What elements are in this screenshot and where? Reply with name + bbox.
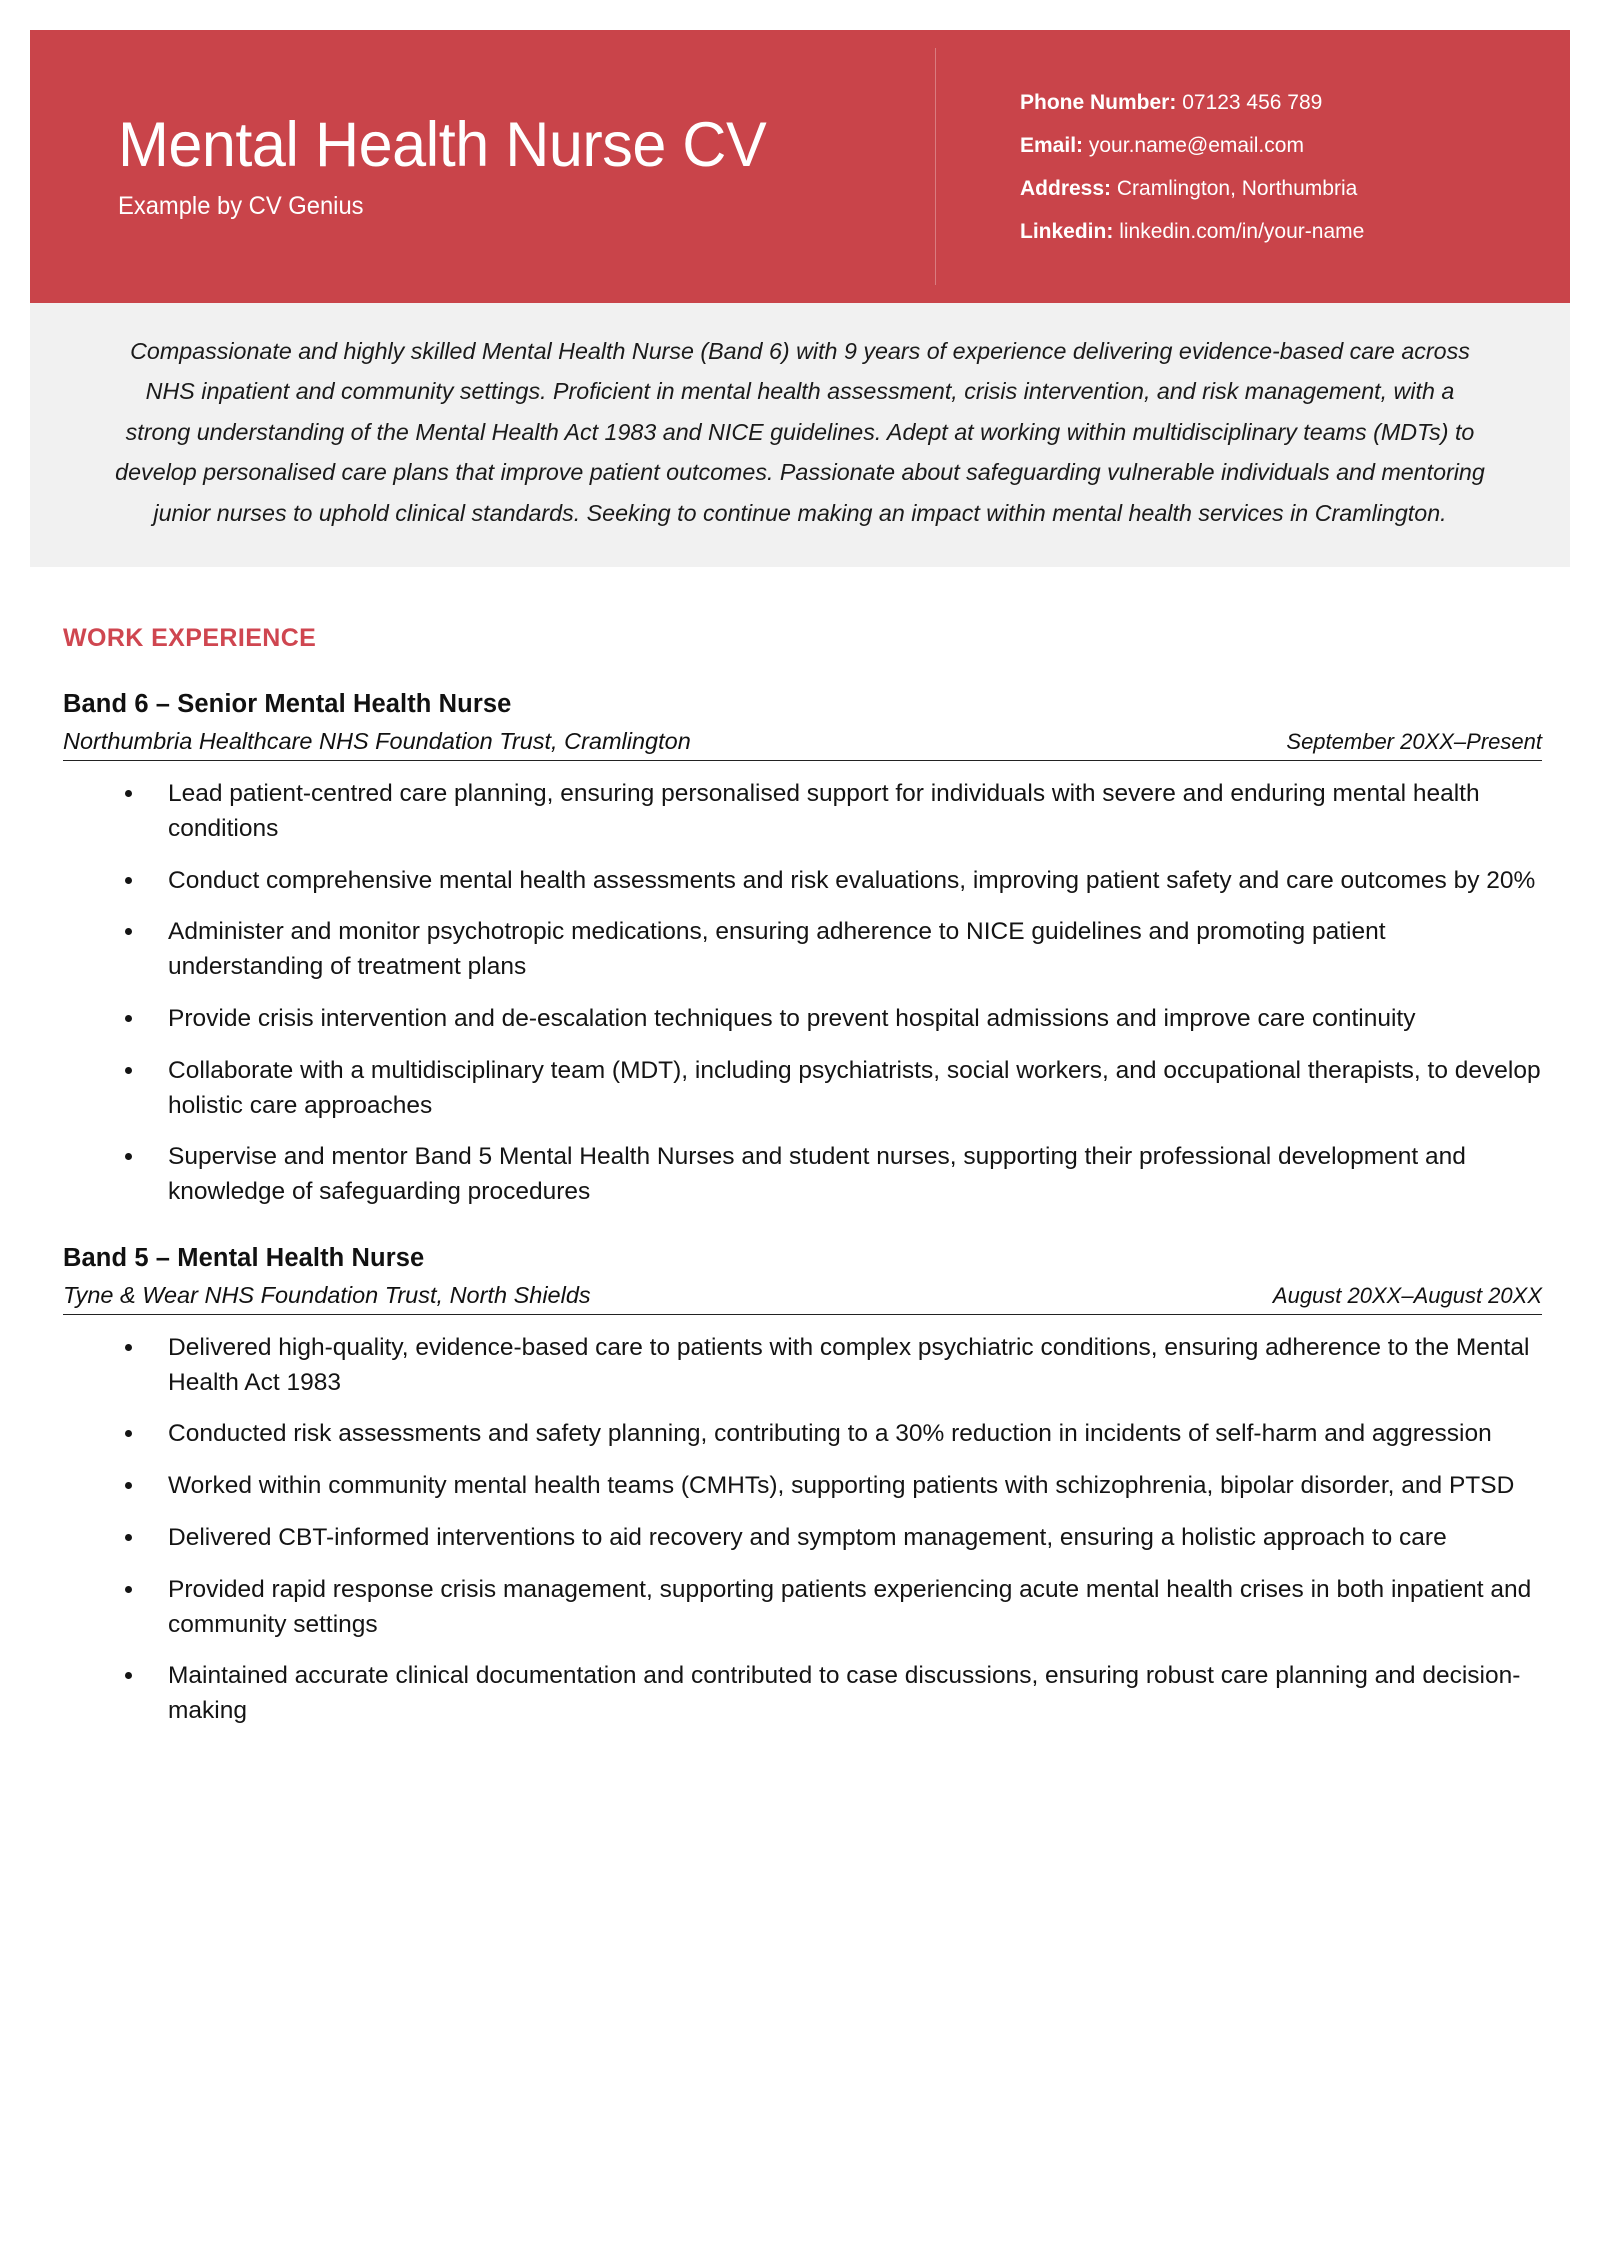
list-item bbox=[125, 1469, 1542, 1504]
contact-address bbox=[1020, 178, 1570, 199]
list-item-text: Worked within community mental health teams (CMHTs), supporting patients with schizophrenia, bipolar disorder, and PTSD bbox=[168, 1472, 1515, 1500]
job-title: Band 5 – Mental Health Nurse bbox=[63, 1243, 425, 1272]
job-title: Band 6 – Senior Mental Health Nurse bbox=[63, 690, 512, 719]
contact-phone-value: 07123 456 789 bbox=[1182, 90, 1323, 114]
page-subtitle: Example by CV Genius bbox=[118, 192, 364, 221]
contact-email-value: your.name@email.com bbox=[1088, 133, 1304, 157]
bullet-dot-icon bbox=[125, 877, 132, 884]
list-item-text: Conduct comprehensive mental health assessments and risk evaluations, improving patient safety and care outcomes by 20% bbox=[168, 866, 1536, 894]
contact-info-block bbox=[936, 30, 1570, 303]
bullet-dot-icon bbox=[125, 1482, 132, 1489]
job-company: Northumbria Healthcare NHS Foundation Trust, Cramlington bbox=[63, 728, 691, 755]
list-item-text: Delivered CBT-informed interventions to aid recovery and symptom management, ensuring a holistic approach to care bbox=[168, 1523, 1447, 1551]
job-entry bbox=[63, 1244, 1542, 1729]
contact-linkedin bbox=[1020, 221, 1570, 242]
contact-linkedin-label: Linkedin: bbox=[1020, 219, 1114, 243]
list-item-text: Provided rapid response crisis management, supporting patients experiencing acute mental health crises in both inpatient and community settings bbox=[168, 1575, 1532, 1638]
contact-email-label: Email: bbox=[1020, 133, 1084, 157]
header-title-block bbox=[30, 30, 935, 303]
list-item-text: Administer and monitor psychotropic medications, ensuring adherence to NICE guidelines and promoting patient understanding of treatment plans bbox=[168, 918, 1386, 981]
job-company: Tyne & Wear NHS Foundation Trust, North Shields bbox=[63, 1281, 591, 1308]
list-item bbox=[125, 1573, 1542, 1643]
job-entry bbox=[63, 690, 1542, 1210]
job-meta bbox=[63, 1282, 1542, 1315]
list-item bbox=[125, 1002, 1542, 1037]
list-item-text: Maintained accurate clinical documentation and contributed to case discussions, ensuring robust care planning and decision-making bbox=[168, 1662, 1521, 1725]
list-item-text: Collaborate with a multidisciplinary team (MDT), including psychiatrists, social workers, and occupational therapists, to develop holistic care approaches bbox=[168, 1056, 1541, 1119]
list-item bbox=[125, 1659, 1542, 1729]
bullet-dot-icon bbox=[125, 928, 132, 935]
contact-address-label: Address: bbox=[1020, 176, 1112, 200]
job-dates: August 20XX–August 20XX bbox=[1272, 1282, 1542, 1308]
list-item-text: Supervise and mentor Band 5 Mental Health Nurses and student nurses, supporting their professional development and knowledge of safeguarding procedures bbox=[168, 1143, 1466, 1206]
professional-summary-text: Compassionate and highly skilled Mental Health Nurse (Band 6) with 9 years of experience delivering evidence-based care across NHS inpatient and community settings. Proficient in mental health assessment, crisis intervention, and risk management, with a strong understanding of the Mental Health Act 1983 and NICE guidelines. Adept at working within multidisciplinary teams (MDTs) to develop personalised care plans that improve patient outcomes. Passionate about safeguarding vulnerable individuals and mentoring junior nurses to uphold clinical standards. Seeking to continue making an impact within mental health services in Cramlington. bbox=[115, 338, 1485, 526]
contact-linkedin-value: linkedin.com/in/your-name bbox=[1119, 219, 1365, 243]
list-item bbox=[125, 1331, 1542, 1401]
bullet-dot-icon bbox=[125, 1672, 132, 1679]
cv-header bbox=[30, 30, 1570, 303]
list-item bbox=[125, 1521, 1542, 1556]
bullet-dot-icon bbox=[125, 790, 132, 797]
list-item-text: Delivered high-quality, evidence-based care to patients with complex psychiatric conditions, ensuring adherence to the Mental Health Act 1983 bbox=[168, 1333, 1530, 1396]
job-meta bbox=[63, 728, 1542, 761]
list-item bbox=[125, 915, 1542, 985]
bullet-dot-icon bbox=[125, 1430, 132, 1437]
contact-phone bbox=[1020, 92, 1570, 113]
cv-body bbox=[30, 624, 1570, 1729]
bullet-dot-icon bbox=[125, 1534, 132, 1541]
list-item bbox=[125, 1054, 1542, 1124]
bullet-dot-icon bbox=[125, 1015, 132, 1022]
list-item bbox=[125, 1417, 1542, 1452]
job-bullet-list bbox=[63, 777, 1542, 1210]
list-item bbox=[125, 864, 1542, 899]
job-dates: September 20XX–Present bbox=[1286, 729, 1542, 755]
list-item-text: Conducted risk assessments and safety planning, contributing to a 30% reduction in incidents of self-harm and aggression bbox=[168, 1420, 1492, 1448]
bullet-dot-icon bbox=[125, 1586, 132, 1593]
professional-summary-section bbox=[30, 303, 1570, 567]
list-item-text: Provide crisis intervention and de-escalation techniques to prevent hospital admissions and improve care continuity bbox=[168, 1004, 1416, 1032]
job-bullet-list bbox=[63, 1331, 1542, 1729]
section-title-work-experience: WORK EXPERIENCE bbox=[63, 624, 317, 653]
bullet-dot-icon bbox=[125, 1344, 132, 1351]
contact-email bbox=[1020, 135, 1570, 156]
contact-phone-label: Phone Number: bbox=[1020, 90, 1177, 114]
list-item-text: Lead patient-centred care planning, ensuring personalised support for individuals with severe and enduring mental health conditions bbox=[168, 780, 1480, 842]
contact-address-value: Cramlington, Northumbria bbox=[1116, 176, 1358, 200]
bullet-dot-icon bbox=[125, 1153, 132, 1160]
page-title: Mental Health Nurse CV bbox=[118, 109, 767, 180]
list-item bbox=[125, 777, 1542, 847]
list-item bbox=[125, 1140, 1542, 1210]
bullet-dot-icon bbox=[125, 1067, 132, 1074]
